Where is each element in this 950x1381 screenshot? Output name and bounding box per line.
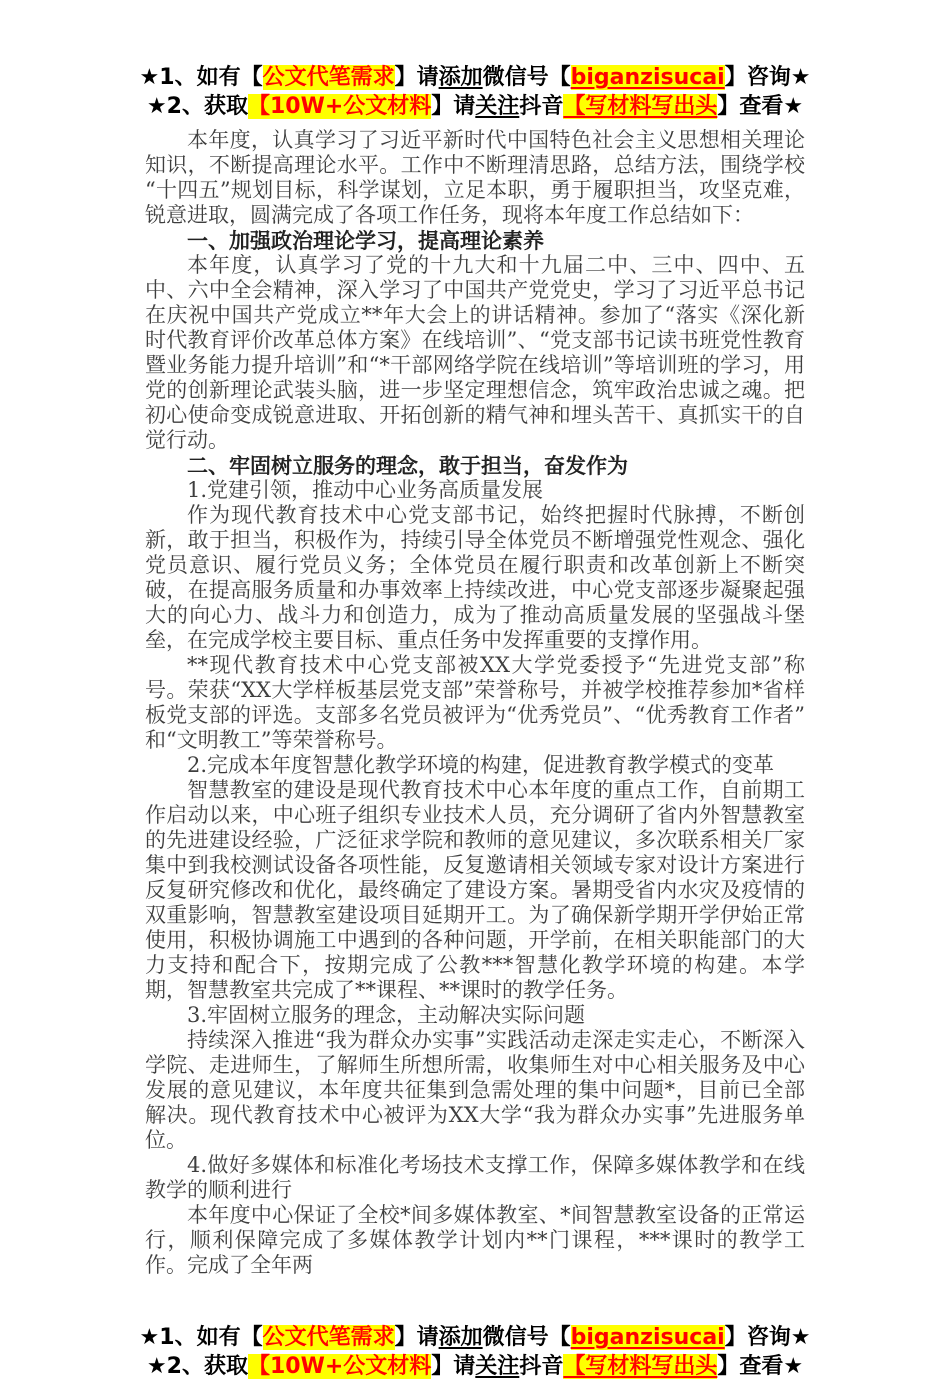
notice-text: 】请	[431, 94, 476, 119]
notice-text: 】请	[394, 65, 439, 90]
document-body	[145, 128, 805, 1278]
notice-highlight-materials: 【10W+公文材料	[247, 94, 432, 119]
notice-wechat-id: biganzisucai	[570, 65, 725, 90]
paragraph-intro: 本年度，认真学习了习近平新时代中国特色社会主义思想相关理论知识，不断提高理论水平。工作中不断理清思路，总结方法，围绕学校“十四五”规划目标，科学谋划，立足本职，勇于履职担当，攻坚克难，锐意进取，圆满完成了各项工作任务，现将本年度工作总结如下：	[145, 128, 805, 227]
header-notice-line-1	[0, 63, 950, 92]
notice-underline-tianjia: 添加	[438, 1325, 483, 1350]
notice-text: 】咨询★	[724, 65, 811, 90]
notice-douyin-id: 【写材料写出头	[563, 1354, 718, 1379]
notice-text: 】请	[431, 1354, 476, 1379]
footer-notice-line-1	[0, 1323, 950, 1352]
notice-douyin-id: 【写材料写出头	[563, 94, 718, 119]
sub-heading-3: 3.牢固树立服务的理念，主动解决实际问题	[187, 1003, 586, 1027]
paragraph: 持续深入推进“我为群众办实事”实践活动走深走实走心，不断深入学院、走进师生，了解师生所想所需，收集师生对中心相关服务及中心发展的意见建议，本年度共征集到急需处理的集中问题*，目前已全部解决。现代教育技术中心被评为XX大学“我为群众办实事”先进服务单位。	[145, 1028, 805, 1152]
notice-underline-guanzhu: 关注	[475, 94, 520, 119]
notice-text: 】咨询★	[724, 1325, 811, 1350]
paragraph: 作为现代教育技术中心党支部书记，始终把握时代脉搏，不断创新，敢于担当，积极作为，持续引导全体党员不断增强党性观念、强化党员意识、履行党员义务；全体党员在履行职责和改革创新上不断突破，在提高服务质量和办事效率上持续改进，中心党支部逐步凝聚起强大的向心力、战斗力和创造力，成为了推动高质量发展的坚强战斗堡垒，在完成学校主要目标、重点任务中发挥重要的支撑作用。	[145, 503, 805, 652]
notice-text: 微信号【	[482, 65, 571, 90]
section-heading-2: 二、牢固树立服务的理念，敢于担当，奋发作为	[187, 453, 628, 478]
sub-heading-2: 2.完成本年度智慧化教学环境的构建，促进教育教学模式的变革	[187, 753, 775, 777]
notice-underline-guanzhu: 关注	[475, 1354, 520, 1379]
notice-text: 】查看★	[717, 1354, 804, 1379]
notice-text: 】请	[394, 1325, 439, 1350]
paragraph: 本年度，认真学习了党的十九大和十九届二中、三中、四中、五中、六中全会精神，深入学习了中国共产党党史，学习了习近平总书记在庆祝中国共产党成立**年大会上的讲话精神。参加了“落实《深化新时代教育评价改革总体方案》在线培训”、“党支部书记读书班党性教育暨业务能力提升培训”和“*干部网络学院在线培训”等培训班的学习，用党的创新理论武装头脑，进一步坚定理想信念，筑牢政治忠诚之魂。把初心使命变成锐意进取、开拓创新的精气神和埋头苦干、真抓实干的自觉行动。	[145, 253, 805, 452]
header-notice	[0, 0, 950, 121]
notice-text: ★2、获取	[146, 94, 248, 119]
notice-highlight-materials: 【10W+公文材料	[247, 1354, 432, 1379]
notice-text: 】查看★	[717, 94, 804, 119]
notice-text: 微信号【	[482, 1325, 571, 1350]
notice-wechat-id: biganzisucai	[570, 1325, 725, 1350]
sub-heading-1: 1.党建引领，推动中心业务高质量发展	[187, 478, 544, 502]
paragraph-truncated: 本年度中心保证了全校*间多媒体教室、*间智慧教室设备的正常运行，顺利保障完成了多媒体教学计划内**门课程，***课时的教学工作。完成了全年两	[145, 1203, 805, 1277]
footer-notice	[0, 1323, 950, 1381]
notice-highlight-gongwen-daibi: 公文代笔需求	[262, 1325, 395, 1350]
notice-text: 抖音	[519, 94, 564, 119]
sub-heading-4: 4.做好多媒体和标准化考场技术支撑工作，保障多媒体教学和在线教学的顺利进行	[145, 1153, 805, 1202]
notice-text: ★2、获取	[146, 1354, 248, 1379]
footer-notice-line-2	[0, 1352, 950, 1381]
notice-highlight-gongwen-daibi: 公文代笔需求	[262, 65, 395, 90]
header-notice-line-2	[0, 92, 950, 121]
notice-text: ★1、如有【	[139, 1325, 263, 1350]
notice-text: 抖音	[519, 1354, 564, 1379]
paragraph: **现代教育技术中心党支部被XX大学党委授予“先进党支部”称号。荣获“XX大学样板基层党支部”荣誉称号，并被学校推荐参加*省样板党支部的评选。支部多名党员被评为“优秀党员”、“优秀教育工作者”和“文明教工”等荣誉称号。	[145, 653, 805, 752]
section-heading-1: 一、加强政治理论学习，提高理论素养	[187, 228, 544, 253]
paragraph: 智慧教室的建设是现代教育技术中心本年度的重点工作，自前期工作启动以来，中心班子组织专业技术人员，充分调研了省内外智慧教室的先进建设经验，广泛征求学院和教师的意见建议，多次联系相关厂家集中到我校测试设备各项性能，反复邀请相关领域专家对设计方案进行反复研究修改和优化，最终确定了建设方案。暑期受省内水灾及疫情的双重影响，智慧教室建设项目延期开工。为了确保新学期开学伊始正常使用，积极协调施工中遇到的各种问题，开学前，在相关职能部门的大力支持和配合下，按期完成了公教***智慧化教学环境的构建。本学期，智慧教室共完成了**课程、**课时的教学任务。	[145, 778, 805, 1002]
notice-text: ★1、如有【	[139, 65, 263, 90]
notice-underline-tianjia: 添加	[438, 65, 483, 90]
